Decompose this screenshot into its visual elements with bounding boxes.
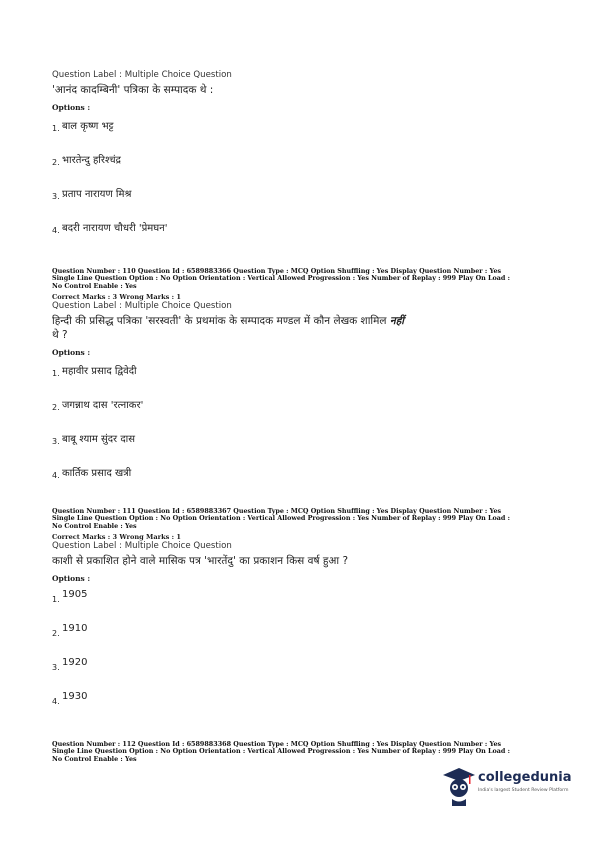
meta-line: No Control Enable : Yes (52, 754, 137, 763)
option-item (52, 685, 542, 719)
question-label: Question Label : Multiple Choice Question (52, 300, 232, 311)
option-number: 2. (52, 628, 60, 638)
option-text: प्रताप नारायण मिश्र (62, 189, 132, 200)
option-number: 1. (52, 124, 60, 133)
question-text (52, 314, 542, 342)
brand-name: collegedunia (478, 770, 572, 785)
question-emphasis: नहीं (389, 314, 404, 327)
option-number: 3. (52, 662, 60, 672)
options-list (52, 357, 542, 493)
option-text: 1910 (62, 622, 88, 634)
option-text: 1930 (62, 690, 88, 702)
option-item (52, 459, 542, 493)
question-block-1 (52, 70, 542, 248)
option-item (52, 391, 542, 425)
meta-line: Single Line Question Option : No Option Orientation : Vertical Allowed Progression : Yes Number of Replay : 999 Play On Load : (52, 514, 510, 523)
options-heading: Options : (52, 103, 91, 112)
option-item (52, 425, 542, 459)
option-item (52, 180, 542, 214)
option-number: 2. (52, 402, 60, 412)
option-number: 2. (52, 158, 60, 167)
question-label: Question Label : Multiple Choice Question (52, 70, 232, 80)
option-text: भारतेन्दु हरिश्चंद्र (62, 155, 121, 166)
option-item (52, 583, 542, 617)
marks-info: Correct Marks : 3 Wrong Marks : 1 (52, 292, 181, 301)
question-block-110 (52, 268, 542, 493)
meta-line: Question Number : 112 Question Id : 6589883368 Question Type : MCQ Option Shuffling : Yes Display Question Number : Yes (52, 740, 502, 748)
options-heading: Options : (52, 573, 91, 583)
option-text: बाल कृष्ण भट्ट (62, 121, 114, 132)
option-number: 1. (52, 594, 60, 604)
option-text: जगन्नाथ दास 'रत्नाकर' (62, 399, 144, 411)
question-block-111 (52, 508, 542, 719)
question-main: हिन्दी की प्रसिद्ध पत्रिका 'सरस्वती' के प्रथमांक के सम्पादक मण्डल में कौन लेखक शामिल (52, 314, 387, 327)
option-text: 1905 (62, 588, 88, 600)
option-number: 4. (52, 226, 60, 235)
option-item (52, 146, 542, 180)
question-meta (52, 741, 542, 763)
meta-line: Question Number : 111 Question Id : 6589883367 Question Type : MCQ Option Shuffling : Yes Display Question Number : Yes (52, 507, 502, 515)
question-label: Question Label : Multiple Choice Question (52, 540, 232, 551)
options-heading: Options : (52, 347, 91, 357)
option-text: 1920 (62, 656, 88, 668)
graduate-mascot-icon (442, 766, 476, 806)
option-item (52, 651, 542, 685)
option-item (52, 617, 542, 651)
question-text: काशी से प्रकाशित होने वाले मासिक पत्र 'भारतेंदु' का प्रकाशन किस वर्ष हुआ ? (52, 554, 349, 567)
brand-tagline: India's largest Student Review Platform (478, 788, 569, 793)
meta-line: Single Line Question Option : No Option Orientation : Vertical Allowed Progression : Yes Number of Replay : 999 Play On Load : (52, 747, 510, 756)
option-number: 4. (52, 470, 60, 480)
option-item (52, 112, 542, 146)
marks-info: Correct Marks : 3 Wrong Marks : 1 (52, 532, 181, 541)
meta-line: Question Number : 110 Question Id : 6589883366 Question Type : MCQ Option Shuffling : Yes Display Question Number : Yes (52, 267, 502, 275)
option-text: बाबू श्याम सुंदर दास (62, 433, 135, 445)
option-number: 3. (52, 192, 60, 201)
options-list (52, 583, 542, 719)
question-end: थे ? (52, 328, 68, 341)
question-block-112 (52, 741, 542, 763)
option-number: 1. (52, 368, 60, 378)
option-number: 3. (52, 436, 60, 446)
meta-line: No Control Enable : Yes (52, 521, 137, 530)
question-text: 'आनंद कादम्बिनी' पत्रिका के सम्पादक थे : (52, 84, 214, 96)
option-text: कार्तिक प्रसाद खत्री (62, 467, 132, 479)
option-text: महावीर प्रसाद द्विवेदी (62, 365, 137, 377)
question-meta (52, 268, 542, 290)
option-text: बदरी नारायण चौधरी 'प्रेमघन' (62, 223, 168, 234)
option-number: 4. (52, 696, 60, 706)
option-item (52, 214, 542, 248)
question-meta (52, 508, 542, 530)
options-list (52, 112, 542, 248)
option-item (52, 357, 542, 391)
collegedunia-logo (442, 766, 572, 806)
meta-line: No Control Enable : Yes (52, 281, 137, 290)
meta-line: Single Line Question Option : No Option Orientation : Vertical Allowed Progression : Yes Number of Replay : 999 Play On Load : (52, 274, 510, 283)
